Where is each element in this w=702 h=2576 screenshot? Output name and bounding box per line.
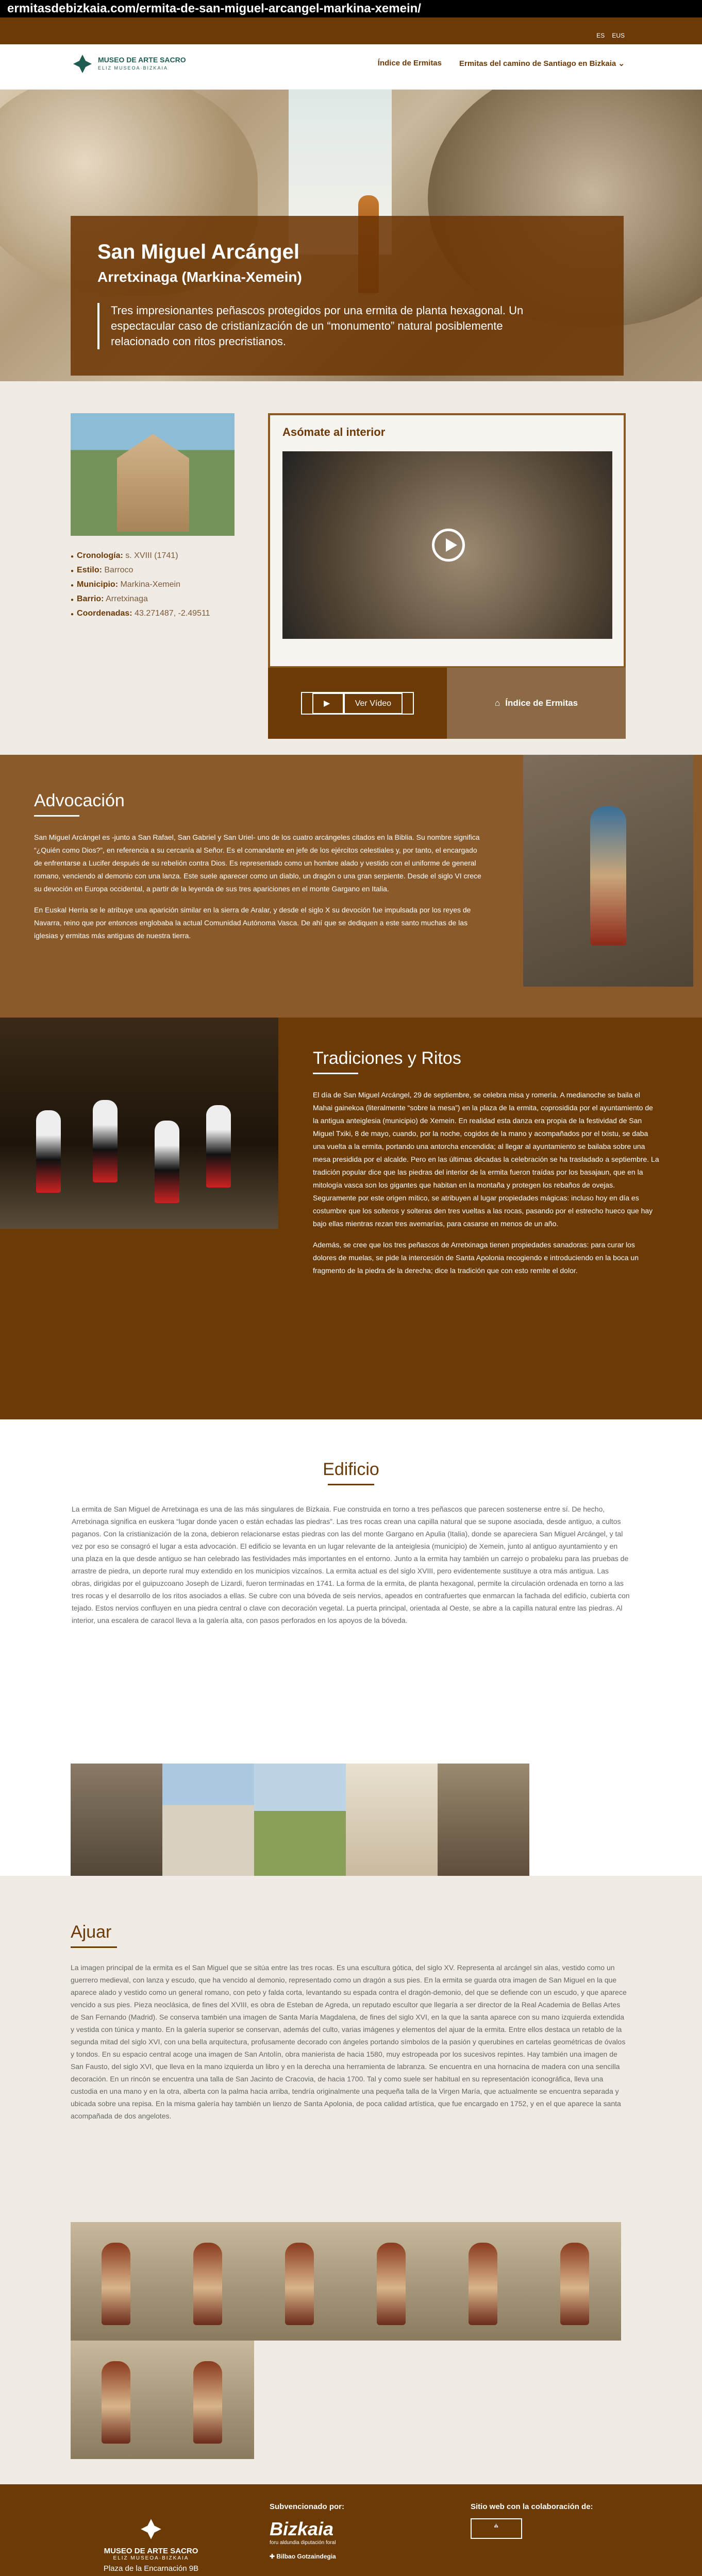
cross-logo-icon — [72, 54, 93, 74]
gallery-image[interactable] — [254, 2222, 346, 2341]
fact-item: ● Estilo: Barroco — [71, 566, 210, 575]
bizkaia-sub: foru aldundia diputación foral — [270, 2540, 336, 2546]
gallery-image[interactable] — [71, 1764, 162, 1882]
nav-santiago-link[interactable]: Ermitas del camino de Santiago en Bizkaia ⌄ — [459, 59, 625, 68]
collaborator-logo[interactable]: ⛪ — [471, 2518, 522, 2539]
paragraph: Además, se cree que los tres peñascos de Arretxinaga tienen propiedades sanadoras: para curar los dolores de muelas, se pide la intercesión de Santa Apolonia recogiendo e introduciendo en la boca un fragmento de la piedra de la derecha; dice la tradición que con esto remite el dolor. — [313, 1241, 639, 1275]
building-gallery — [71, 1764, 529, 1882]
interior-title: Asómate al interior — [282, 426, 386, 438]
gallery-image[interactable] — [438, 2222, 529, 2341]
watch-video-button[interactable]: ▶ Ver Vídeo — [268, 668, 447, 739]
fact-item: ● Cronología: s. XVIII (1741) — [71, 551, 210, 561]
lang-eus-link[interactable]: EUS — [612, 32, 625, 39]
index-button[interactable]: ⌂ Índice de Ermitas — [447, 668, 626, 739]
youtube-icon: ▶ — [312, 693, 344, 714]
fact-item: ● Coordenadas: 43.271487, -2.49511 — [71, 609, 210, 618]
edificio-section — [0, 1419, 702, 1876]
footer-address: Plaza de la Encarnación 9B — [103, 2564, 199, 2573]
hermitage-photo — [71, 413, 235, 536]
play-icon[interactable] — [432, 529, 465, 562]
logo-subtitle: ELIZ MUSEOA·BIZKAIA — [98, 65, 169, 71]
advocacion-section — [0, 755, 702, 1018]
gallery-image[interactable] — [346, 1764, 438, 1882]
section-title: Advocación — [34, 791, 125, 810]
hero-box — [71, 216, 624, 376]
main-nav — [0, 44, 702, 90]
fact-item: ● Municipio: Markina-Xemein — [71, 580, 210, 589]
gallery-image[interactable] — [162, 1764, 254, 1882]
paragraph: En Euskal Herria se le atribuye una aparición similar en la sierra de Aralar, y desde el siglo X su devoción fue impulsada por los reyes de Navarra, reino que por entonces englobaba la actual Comunidad Autónoma Vasca. De ahí que se dediquen a este santo muchas de las iglesias y ermitas más antiguas de nuestra tierra. — [34, 906, 471, 940]
home-icon: ⌂ — [494, 698, 500, 708]
paragraph: El día de San Miguel Arcángel, 29 de septiembre, se celebra misa y romería. A medianoche se baila el Mahai gainekoa (literalmente “sobre la mesa”) en la plaza de la ermita, coprosidida por el ayuntamiento de la antigua anteiglesia (municipio) de Xemein. En realidad esta danza era propia de la festividad de San Miguel Txiki, 8 de mayo, cuando, por la noche, cogidos de la mano y acompañados por el txistu, se daba una vuelta a la ermita, portando una antorcha encendida; al llegar al ayuntamiento se bailaba sobre una mesa presidida por el alcalde. Pero en las últimas décadas la celebración se ha trasladado a septiembre. La tradición popular dice que las piedras del interior de la ermita fueron traídas por los basajaun, que en la mitología vasca son los gigantes que habitan en la montaña y protegen los rebaños de ovejas. Seguramente por este origen mítico, se atribuyen al lugar propiedades mágicas: incluso hoy en día es costumbre que los solteros y solteras den tres vueltas a las rocas, pasando por el estrecho hueco que hay bajo ellas mientras rezan tres avemarías, para casarse en menos de un año. — [313, 1091, 659, 1228]
page-title: San Miguel Arcángel — [97, 241, 299, 263]
paragraph: San Miguel Arcángel es -junto a San Rafael, San Gabriel y San Uriel- uno de los cuatro arcángeles citados en la Biblia. Su nombre significa “¿Quién como Dios?”, en referencia a su cercanía al Señor. Es el comandante en jefe de los ejércitos celestiales y, por tanto, el encargado de enfrentarse a Lucifer después de su rebelión contra Dios. Es representado como un hombre alado y vestido con el uniforme de general romano, venciendo al demonio con una lanza. Este suele aparecer como un diablo, un dragón o una gran serpiente. Desde el siglo VI crece su devoción en Europa occidental, a partir de la leyenda de sus tres apariciones en el monte Gargano en Italia. — [34, 833, 481, 893]
gallery-image[interactable] — [162, 2341, 254, 2459]
gallery-image[interactable] — [529, 2222, 621, 2341]
ajuar-section — [0, 1876, 702, 2484]
hero-quote: Tres impresionantes peñascos protegidos por una ermita de planta hexagonal. Un espectacular caso de cristianización de un “monumento” natural posiblemente relacionado con ritos precristianos. — [97, 303, 561, 349]
tradiciones-section — [0, 1018, 702, 1419]
ajuar-gallery — [71, 2222, 632, 2459]
gallery-image[interactable] — [71, 2222, 162, 2341]
logo-name: MUSEO DE ARTE SACRO — [98, 56, 186, 64]
saint-michael-image — [523, 755, 693, 987]
section-title: Ajuar — [71, 1922, 112, 1942]
gallery-image[interactable] — [162, 2222, 254, 2341]
interior-video-box — [268, 413, 626, 668]
subsidy-title: Subvencionado por: — [270, 2502, 345, 2511]
video-player[interactable] — [282, 451, 612, 639]
hero-section — [0, 90, 702, 381]
gallery-image[interactable] — [438, 1764, 529, 1882]
bilbao-logo[interactable]: ✚ Bilbao Gotzaindegia — [270, 2553, 336, 2560]
page-subtitle: Arretxinaga (Markina-Xemein) — [97, 269, 302, 285]
footer — [0, 2484, 702, 2576]
bizkaia-logo[interactable]: Bizkaia — [270, 2518, 334, 2539]
nav-index-link[interactable]: Índice de Ermitas — [377, 59, 442, 67]
lang-es-link[interactable]: ES — [596, 32, 605, 39]
fact-item: ● Barrio: Arretxinaga — [71, 595, 210, 604]
site-logo[interactable] — [72, 54, 186, 74]
collab-title: Sitio web con la colaboración de: — [471, 2502, 593, 2511]
top-bar — [0, 18, 702, 44]
footer-museum-sub: ELIZ MUSEOA·BIZKAIA — [113, 2555, 189, 2561]
dance-image — [0, 1018, 278, 1229]
gallery-image[interactable] — [71, 2341, 162, 2459]
gallery-image[interactable] — [254, 1764, 346, 1882]
gallery-image[interactable] — [346, 2222, 438, 2341]
footer-museum-name: MUSEO DE ARTE SACRO — [104, 2547, 198, 2555]
bishop-icon: ✚ — [270, 2553, 277, 2560]
section-title: Edificio — [323, 1460, 379, 1479]
cross-logo-icon — [140, 2518, 162, 2540]
url-bar: ermitasdebizkaia.com/ermita-de-san-miguel-arcangel-markina-xemein/ — [0, 0, 702, 18]
paragraph: La ermita de San Miguel de Arretxinaga es una de las más singulares de Bizkaia. Fue construida en torno a tres peñascos que parecen sostenerse entre sí. De hecho, Arretxinaga significa en euskera “lugar donde yacen o están echadas las piedras”. Las tres rocas crean una capilla natural que se supone asociada, desde antiguo, a cultos paganos. Con la cristianización de la zona, debieron relacionarse estas piedras con las del monte Gargano en Apulia (Italia), donde se apareciera San Miguel Arcángel, y tal vez por eso se consagró el lugar a esta advocación. El edificio se levanta en un lugar relevante de la anteiglesia (municipio) de Xemein, junto al antiguo ayuntamiento y en una plaza en la que desde antiguo se han celebrado las festividades más importantes en el entorno. Junto a la ermita hay también un carrejo o probaleku para las pruebas de arrastre de piedra, un deporte rural muy extendido en los municipios vizcaínos. La ermita actual es del siglo XVIII, pero evidentemente sustituye a otra más antigua. Las obras, dirigidas por el guipuzcoano Joseph de Lizardi, fueron terminadas en 1741. La forma de la ermita, de planta hexagonal, permite la circulación ordenada en torno a las tres rocas y el desarrollo de los ritos asociados a ellas. Se cubre con una bóveda de seis nervios, apeados en contrafuertes que enmarcan la fachada del edificio, cubierta con tejado. Estos nervios confluyen en una piedra central o clave con decoración vegetal. La puerta principal, orientada al Oeste, se abre a la capilla natural entre las piedras. Al interior, una escalera de caracol lleva a la galería alta, con pasos perforados en los apoyos de la bóveda. — [72, 1505, 630, 1624]
section-title: Tradiciones y Ritos — [313, 1048, 461, 1068]
paragraph: La imagen principal de la ermita es el San Miguel que se sitúa entre las tres rocas. Es una escultura gótica, del siglo XV. Representa al arcángel sin alas, vestido como un guerrero medieval, con lanza y escudo, que ha vencido al demonio, representado como un dragón a sus pies. En la ermita se guarda otra imagen de San Miguel en la que aparece alado y vestido como un general romano, con peto y falda corta, levantando su espada contra el dragón-demonio, del que se defiende con un escudo, y que aparece vencido a sus pies. Pieza neoclásica, de fines del XVIII, es obra de Esteban de Agreda, un reputado escultor que llegaría a ser director de la Real Academia de Bellas Artes de San Fernando (Madrid). Se conserva también una imagen de Santa María Magdalena, de fines del siglo XVI, en la que la santa aparece con su mano izquierda extendida y vestida con túnica y manto. En la galería superior se conservan, además del culto, varias imágenes y elementos del ajuar de la ermita. Entre ellos destaca un retablo de la segunda mitad del siglo XVI, con una bella arquitectura, profusamente decorado con ángeles portando símbolos de la pasión y querubines en cartelas geométricas de óvalos y tondos. En su espacio central acoge una imagen de San Antolín, obra manierista de hacia 1580, muy estropeada por los sucesivos repintes. Hay también una imagen de San Fausto, del siglo XVI, que lleva en la mano izquierda un libro y en la derecha una herramienta de labranza. Se encuentra en una hornacina de madera con una sencilla decoración. En un rincón se encuentra una talla de San Jacinto de Cracovia, de hacia 1700. Tal y como suele ser habitual en su representación iconográfica, lleva una custodia en una mano y en la otra, alberta con la palma hacia arriba, tendría originalmente una pequeña talla de la Virgen María, que actualmente se encuentra separada y ubicada sobre una repisa. En la misma galería hay también un lienzo de Santa Apolonia, de poca calidad artística, que fue encargado en 1752, y en el que aparece la santa acompañada de dos angelotes. — [71, 1963, 627, 2120]
facts-list — [71, 551, 210, 623]
info-section — [0, 381, 702, 755]
